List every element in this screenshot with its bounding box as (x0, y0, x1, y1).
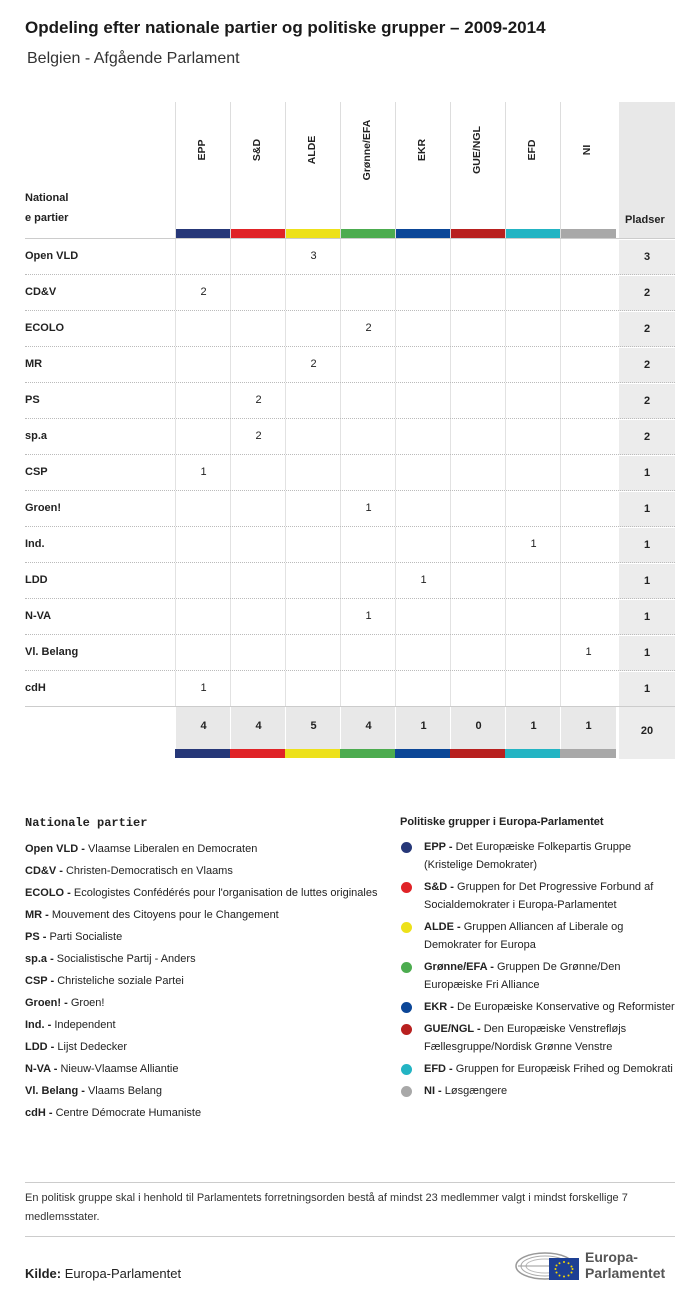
group-color-bar (176, 229, 231, 238)
group-abbreviation: EPP - (424, 841, 453, 853)
seat-count-cell (340, 671, 396, 706)
group-column-header (505, 102, 561, 238)
table-body (25, 238, 675, 706)
table-row (25, 238, 675, 274)
seat-count-cell (175, 563, 231, 598)
seat-count-cell (230, 455, 286, 490)
group-abbreviation: NI - (424, 1085, 442, 1097)
party-seats-total: 2 (619, 275, 675, 311)
seat-count-cell (230, 347, 286, 382)
seat-count-cell (560, 455, 616, 490)
seat-count-cell (340, 455, 396, 490)
national-legend-item (25, 972, 385, 990)
national-legend-item (25, 994, 385, 1012)
group-label: EPP (195, 139, 208, 161)
seat-count-cell: 1 (560, 635, 616, 670)
group-color-bar (450, 749, 506, 758)
table-row (25, 418, 675, 454)
seat-count-cell (560, 563, 616, 598)
seat-count-cell: 2 (230, 383, 286, 418)
group-label: Grønne/EFA (360, 119, 373, 181)
totals-color-bars (25, 749, 675, 758)
group-full-name: Løsgængere (444, 1085, 508, 1097)
national-legend-item (25, 884, 385, 902)
party-seats-total: 1 (619, 455, 675, 491)
national-legend-item (25, 840, 385, 858)
party-full-name: Christen-Democratisch en Vlaams (65, 865, 233, 877)
seat-count-cell (175, 239, 231, 274)
group-label: S&D (250, 138, 263, 162)
group-column-header (285, 102, 341, 238)
seat-count-cell (395, 383, 451, 418)
party-full-name: Socialistische Partij - Anders (56, 953, 196, 965)
seat-count-cell (285, 491, 341, 526)
group-total: 1 (505, 707, 561, 749)
party-full-name: Christeliche soziale Partei (57, 975, 184, 987)
seat-count-cell (560, 311, 616, 346)
seat-count-cell (450, 563, 506, 598)
table-row (25, 346, 675, 382)
table-row (25, 310, 675, 346)
seat-count-cell (285, 455, 341, 490)
seat-count-cell (340, 383, 396, 418)
seat-count-cell (450, 671, 506, 706)
group-label: ALDE (305, 135, 318, 165)
group-color-bar (231, 229, 286, 238)
seat-count-cell (230, 599, 286, 634)
party-full-name: Ecologistes Confédérés pour l'organisation de luttes originales (73, 887, 378, 899)
group-abbreviation: GUE/NGL - (424, 1023, 481, 1035)
source-label: Kilde: (25, 1266, 62, 1281)
seat-count-cell (395, 347, 451, 382)
national-legend-item (25, 928, 385, 946)
group-color-dot-icon (401, 1002, 412, 1013)
seat-count-cell (395, 671, 451, 706)
party-name: Vl. Belang (25, 646, 79, 658)
seat-count-cell: 1 (395, 563, 451, 598)
party-seats-total: 1 (619, 563, 675, 599)
seat-count-cell (505, 671, 561, 706)
party-seats-total: 1 (619, 671, 675, 707)
group-total: 5 (285, 707, 341, 749)
national-legend-item (25, 950, 385, 968)
group-column-header (175, 102, 231, 238)
seat-count-cell (505, 455, 561, 490)
party-abbreviation: PS - (25, 931, 47, 943)
seat-count-cell (395, 239, 451, 274)
party-seats-total: 1 (619, 599, 675, 635)
divider (25, 1236, 675, 1237)
seat-count-cell: 1 (175, 671, 231, 706)
group-label: NI (580, 144, 593, 156)
seat-count-cell: 1 (505, 527, 561, 562)
national-legend-title: Nationale partier (25, 816, 148, 830)
seat-count-cell (560, 239, 616, 274)
party-full-name: Centre Démocrate Humaniste (55, 1107, 202, 1119)
party-seats-total: 1 (619, 491, 675, 527)
national-legend-item (25, 906, 385, 924)
group-full-name: Gruppen Alliancen af Liberale og Demokrater for Europa (424, 921, 624, 951)
seat-count-cell (505, 275, 561, 310)
seat-count-cell (450, 311, 506, 346)
group-legend-item (400, 918, 675, 954)
group-abbreviation: ALDE - (424, 921, 461, 933)
group-column-header (340, 102, 396, 238)
national-legend-item (25, 1060, 385, 1078)
party-full-name: Groen! (70, 997, 105, 1009)
group-column-header (450, 102, 506, 238)
seat-count-cell: 2 (340, 311, 396, 346)
group-color-dot-icon (401, 962, 412, 973)
table-row (25, 598, 675, 634)
seat-count-cell: 2 (230, 419, 286, 454)
group-color-dot-icon (401, 882, 412, 893)
table-row (25, 562, 675, 598)
seat-count-cell (230, 671, 286, 706)
table-row (25, 274, 675, 310)
seat-count-cell (505, 239, 561, 274)
seat-count-cell (340, 419, 396, 454)
seat-count-cell: 1 (340, 599, 396, 634)
national-legend-item (25, 1016, 385, 1034)
party-abbreviation: MR - (25, 909, 49, 921)
seat-count-cell: 1 (340, 491, 396, 526)
seat-count-cell (230, 635, 286, 670)
seat-count-cell (450, 419, 506, 454)
seat-count-cell (450, 383, 506, 418)
seat-count-cell (285, 311, 341, 346)
national-legend-item (25, 1082, 385, 1100)
group-abbreviation: EFD - (424, 1063, 453, 1075)
national-legend-item (25, 1104, 385, 1122)
seat-count-cell (285, 527, 341, 562)
national-legend-item (25, 862, 385, 880)
group-color-bar (560, 749, 616, 758)
table-row (25, 634, 675, 670)
group-column-header (560, 102, 616, 238)
party-abbreviation: LDD - (25, 1041, 55, 1053)
seat-count-cell: 2 (175, 275, 231, 310)
seat-count-cell (505, 311, 561, 346)
seat-count-cell (175, 383, 231, 418)
group-legend-item (400, 958, 675, 994)
table-row (25, 490, 675, 526)
party-abbreviation: Ind. - (25, 1019, 52, 1031)
seat-count-cell (395, 275, 451, 310)
party-name: N-VA (25, 610, 52, 622)
party-seats-total: 2 (619, 419, 675, 455)
group-total: 0 (450, 707, 506, 749)
seat-count-cell (450, 239, 506, 274)
seat-count-cell (395, 491, 451, 526)
seat-count-cell (505, 419, 561, 454)
seat-count-cell (505, 347, 561, 382)
group-label: EFD (525, 139, 538, 161)
party-abbreviation: ECOLO - (25, 887, 71, 899)
seat-count-cell (340, 347, 396, 382)
group-color-bar (285, 749, 341, 758)
party-name: PS (25, 394, 40, 406)
group-color-bar (175, 749, 231, 758)
group-full-name: Gruppen De Grønne/Den Europæiske Fri Alliance (424, 961, 621, 991)
group-label: GUE/NGL (470, 126, 483, 174)
group-total: 4 (175, 707, 231, 749)
page-subtitle: Belgien - Afgående Parlament (27, 50, 240, 67)
seat-count-cell (340, 563, 396, 598)
group-abbreviation: EKR - (424, 1001, 454, 1013)
group-color-bar (286, 229, 341, 238)
group-color-bar (506, 229, 561, 238)
party-seats-total: 2 (619, 383, 675, 419)
seat-count-cell (395, 419, 451, 454)
seat-count-cell (340, 635, 396, 670)
seat-count-cell (450, 275, 506, 310)
seat-count-cell (230, 491, 286, 526)
seat-count-cell (395, 635, 451, 670)
seat-count-cell (285, 599, 341, 634)
seat-count-cell (450, 635, 506, 670)
party-name: CD&V (25, 286, 57, 298)
seat-count-cell (505, 563, 561, 598)
group-total: 4 (340, 707, 396, 749)
group-color-dot-icon (401, 1086, 412, 1097)
party-abbreviation: Vl. Belang - (25, 1085, 85, 1097)
party-abbreviation: N-VA - (25, 1063, 58, 1075)
seat-count-cell (230, 563, 286, 598)
seat-count-cell (230, 239, 286, 274)
seat-count-cell (175, 635, 231, 670)
group-full-name: De Europæiske Konservative og Reformister (457, 1001, 675, 1013)
group-color-bar (395, 749, 451, 758)
party-name: CSP (25, 466, 48, 478)
seat-count-cell (285, 419, 341, 454)
seat-count-cell (450, 599, 506, 634)
seat-count-cell (285, 563, 341, 598)
national-legend-item (25, 1038, 385, 1056)
seat-count-cell (175, 491, 231, 526)
group-column-header (395, 102, 451, 238)
group-legend-item (400, 1082, 675, 1100)
group-color-bar (561, 229, 616, 238)
seat-count-cell (175, 527, 231, 562)
seat-count-cell (560, 527, 616, 562)
seat-count-cell (285, 383, 341, 418)
seat-count-cell (505, 383, 561, 418)
logo-text: Europa- Parlamentet (585, 1249, 666, 1281)
seat-count-cell (175, 599, 231, 634)
seat-count-cell (395, 527, 451, 562)
party-full-name: Independent (54, 1019, 116, 1031)
seat-count-cell (285, 671, 341, 706)
footnote: En politisk gruppe skal i henhold til Parlamentets forretningsorden bestå af mindst 23 medlemmer valgt i mindst forskellige 7 medlemsstater. (25, 1192, 628, 1223)
parliament-building-icon (515, 1244, 583, 1284)
seat-count-cell (285, 275, 341, 310)
seat-distribution-table (25, 102, 675, 758)
group-color-bar (341, 229, 396, 238)
group-legend-item (400, 1020, 675, 1056)
seat-count-cell (175, 347, 231, 382)
political-groups-legend (400, 816, 675, 1104)
party-seats-total: 3 (619, 239, 675, 275)
party-full-name: Vlaams Belang (87, 1085, 162, 1097)
seat-count-cell (560, 275, 616, 310)
group-color-bar (505, 749, 561, 758)
totals-row (25, 706, 675, 749)
total-seats: 20 (619, 707, 675, 759)
group-column-header (230, 102, 286, 238)
party-full-name: Vlaamse Liberalen en Democraten (87, 843, 258, 855)
group-full-name: Det Europæiske Folkepartis Gruppe (Kristelige Demokrater) (424, 841, 632, 871)
group-color-dot-icon (401, 1024, 412, 1035)
party-abbreviation: CSP - (25, 975, 55, 987)
seat-count-cell (340, 239, 396, 274)
seat-count-cell (450, 347, 506, 382)
group-abbreviation: S&D - (424, 881, 454, 893)
seat-count-cell (395, 455, 451, 490)
page-title: Opdeling efter nationale partier og politiske grupper – 2009-2014 (25, 18, 546, 37)
group-color-bar (340, 749, 396, 758)
group-legend-item (400, 998, 675, 1016)
seats-header: Pladser (619, 102, 675, 238)
group-color-bar (396, 229, 451, 238)
source-value: Europa-Parlamentet (64, 1266, 182, 1281)
party-abbreviation: Groen! - (25, 997, 68, 1009)
group-legend-item (400, 878, 675, 914)
party-name: LDD (25, 574, 48, 586)
party-name: ECOLO (25, 322, 65, 334)
seat-count-cell (395, 311, 451, 346)
seat-count-cell (175, 311, 231, 346)
seat-count-cell (450, 455, 506, 490)
group-color-bar (451, 229, 506, 238)
seat-count-cell (560, 383, 616, 418)
party-name: Ind. (25, 538, 45, 550)
party-name: Groen! (25, 502, 62, 514)
party-abbreviation: cdH - (25, 1107, 53, 1119)
table-header (25, 102, 675, 238)
group-color-bar (230, 749, 286, 758)
party-full-name: Lijst Dedecker (57, 1041, 128, 1053)
party-name: MR (25, 358, 43, 370)
national-parties-header: National e partier (25, 192, 69, 224)
group-label: EKR (415, 138, 428, 162)
table-row (25, 526, 675, 562)
group-legend-item (400, 838, 675, 874)
seat-count-cell (505, 635, 561, 670)
party-name: Open VLD (25, 250, 79, 262)
groups-legend-title: Politiske grupper i Europa-Parlamentet (400, 816, 604, 828)
table-row (25, 382, 675, 418)
group-total: 1 (560, 707, 616, 749)
group-color-dot-icon (401, 922, 412, 933)
group-full-name: Gruppen for Europæisk Frihed og Demokrati (455, 1063, 673, 1075)
national-parties-legend (25, 816, 385, 1126)
european-parliament-logo (515, 1244, 675, 1284)
party-full-name: Mouvement des Citoyens pour le Changement (51, 909, 279, 921)
seat-count-cell (560, 491, 616, 526)
seat-count-cell: 3 (285, 239, 341, 274)
group-color-dot-icon (401, 1064, 412, 1075)
party-full-name: Parti Socialiste (49, 931, 123, 943)
seat-count-cell: 1 (175, 455, 231, 490)
table-row (25, 670, 675, 706)
seat-count-cell (505, 491, 561, 526)
seat-count-cell (505, 599, 561, 634)
group-legend-item (400, 1060, 675, 1078)
party-seats-total: 2 (619, 311, 675, 347)
party-abbreviation: CD&V - (25, 865, 63, 877)
party-abbreviation: sp.a - (25, 953, 54, 965)
seat-count-cell (450, 527, 506, 562)
seat-count-cell: 2 (285, 347, 341, 382)
party-seats-total: 1 (619, 527, 675, 563)
party-name: cdH (25, 682, 46, 694)
seat-count-cell (230, 311, 286, 346)
seat-count-cell (560, 599, 616, 634)
party-seats-total: 2 (619, 347, 675, 383)
seat-count-cell (395, 599, 451, 634)
seat-count-cell (560, 419, 616, 454)
divider (25, 1182, 675, 1183)
seat-count-cell (175, 419, 231, 454)
group-color-dot-icon (401, 842, 412, 853)
group-abbreviation: Grønne/EFA - (424, 961, 494, 973)
group-full-name: Gruppen for Det Progressive Forbund af Socialdemokrater i Europa-Parlamentet (424, 881, 654, 911)
party-seats-total: 1 (619, 635, 675, 671)
group-total: 1 (395, 707, 451, 749)
group-total: 4 (230, 707, 286, 749)
seat-count-cell (450, 491, 506, 526)
source-line (25, 1266, 181, 1281)
seat-count-cell (230, 527, 286, 562)
seat-count-cell (340, 275, 396, 310)
table-row (25, 454, 675, 490)
party-abbreviation: Open VLD - (25, 843, 85, 855)
seat-count-cell (560, 671, 616, 706)
seat-count-cell (340, 527, 396, 562)
party-name: sp.a (25, 430, 48, 442)
seat-count-cell (285, 635, 341, 670)
party-full-name: Nieuw-Vlaamse Alliantie (60, 1063, 179, 1075)
group-full-name: Den Europæiske Venstrefløjs Fællesgruppe/Nordisk Grønne Venstre (424, 1023, 627, 1053)
seat-count-cell (230, 275, 286, 310)
seat-count-cell (560, 347, 616, 382)
